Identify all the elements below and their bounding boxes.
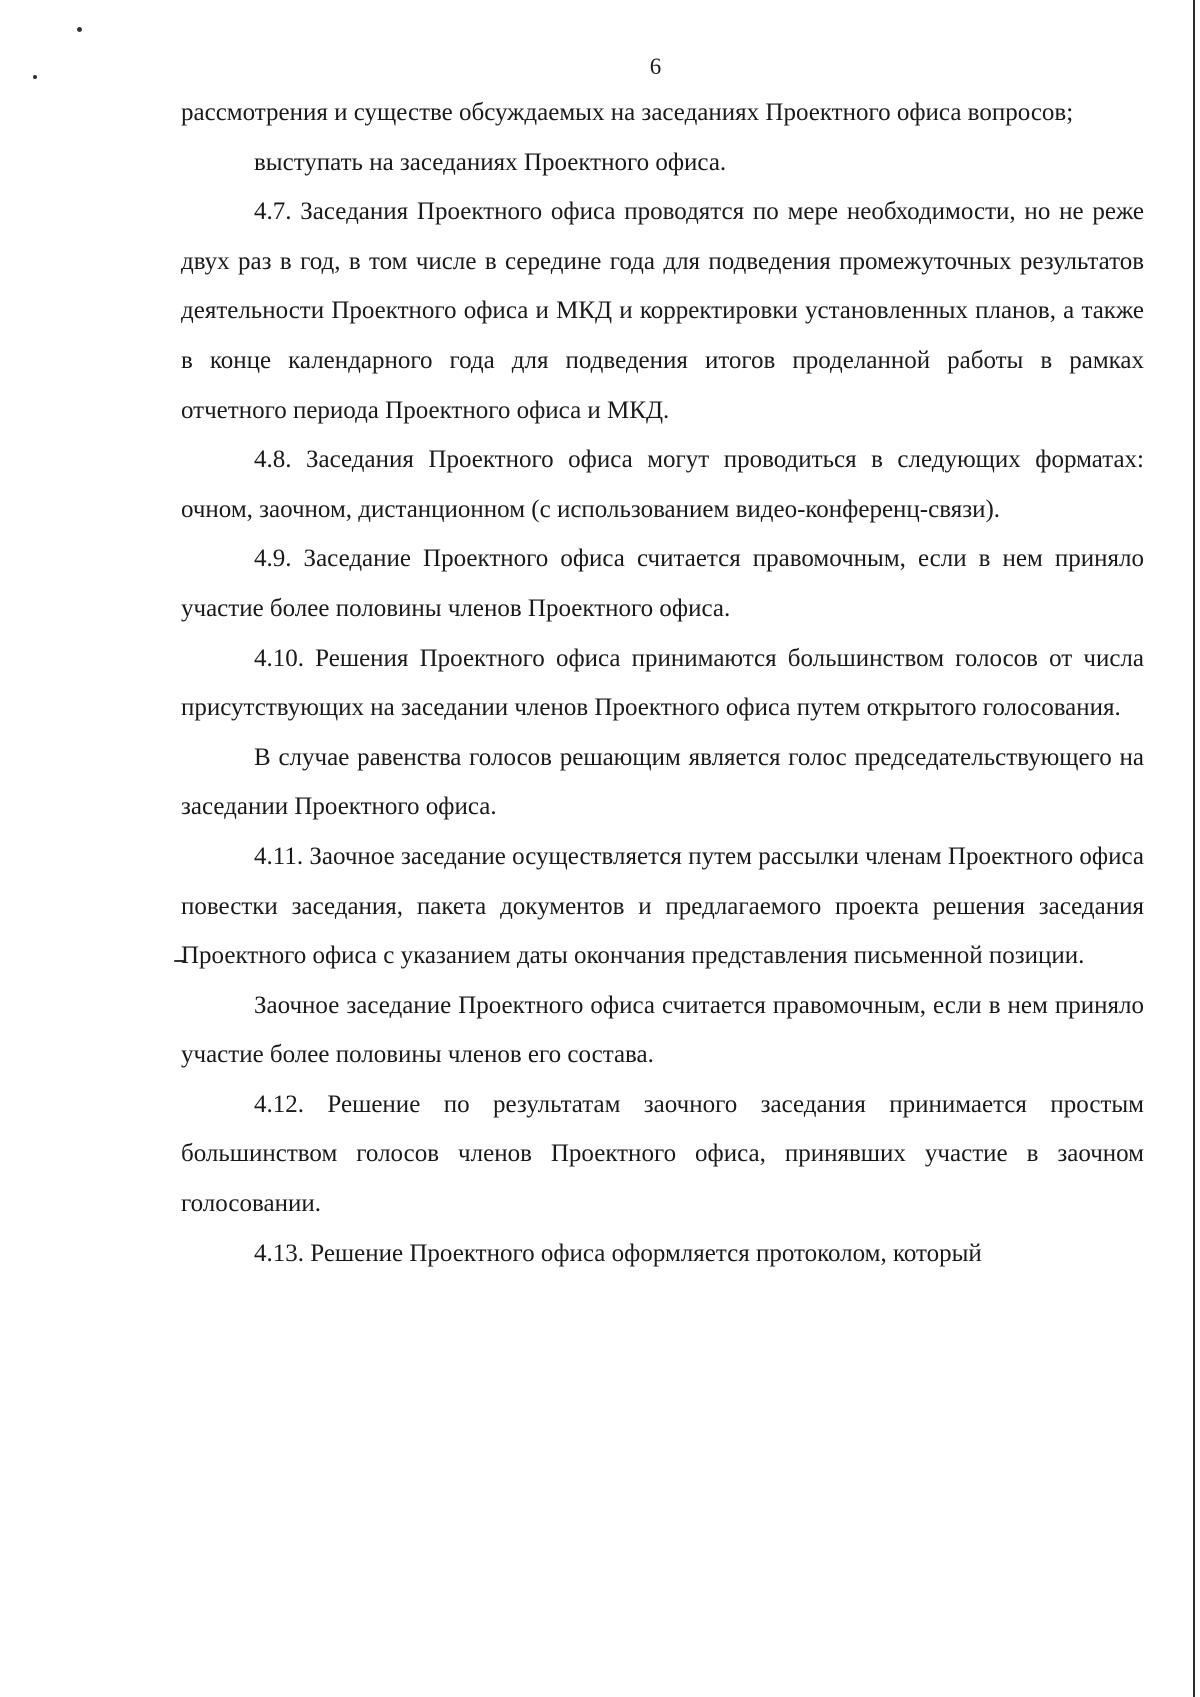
paragraph-4-12: 4.12. Решение по результатам заочного заседания принимается простым большинством голосов членов Проектного офиса, принявших участие в заочном голосовании. [181,1090,1144,1218]
paragraph: выступать на заседаниях Проектного офиса. [254,148,727,176]
document-body [181,88,1144,1278]
paragraph-4-10: 4.10. Решения Проектного офиса принимаются большинством голосов от числа присутствующих на заседании членов Проектного офиса путем открытого голосования. [181,644,1144,722]
paragraph-4-7: 4.7. Заседания Проектного офиса проводятся по мере необходимости, но не реже двух раз в год, в том числе в середине года для подведения промежуточных результатов деятельности Проектного офиса и МКД и корректировки установленных планов, а также в конце календарного года для подведения итогов проделанной работы в рамках отчетного периода Проектного офиса и МКД. [181,198,1144,424]
paragraph-absentee-quorum: Заочное заседание Проектного офиса считается правомочным, если в нем приняло участие более половины членов его состава. [181,991,1144,1069]
paragraph-4-9: 4.9. Заседание Проектного офиса считается правомочным, если в нем приняло участие более половины членов Проектного офиса. [181,545,1144,622]
page-edge [1193,0,1195,1697]
paragraph-4-11: 4.11. Заочное заседание осуществляется путем рассылки членам Проектного офиса повестки заседания, пакета документов и предлагаемого проекта решения заседания Проектного офиса с указанием даты окончания представления письменной позиции. [181,842,1144,970]
page-number: 6 [649,54,662,79]
paragraph-tie-vote: В случае равенства голосов решающим является голос председательствующего на заседании Проектного офиса. [181,743,1144,821]
paragraph-4-8: 4.8. Заседания Проектного офиса могут проводиться в следующих форматах: очном, заочном, дистанционном (с использованием видео-конференц-связи). [181,446,1144,523]
scan-speck [77,27,82,32]
paragraph-4-13: 4.13. Решение Проектного офиса оформляется протоколом, который [254,1239,982,1267]
paragraph-continuation: рассмотрения и существе обсуждаемых на заседаниях Проектного офиса вопросов; [181,99,1074,126]
